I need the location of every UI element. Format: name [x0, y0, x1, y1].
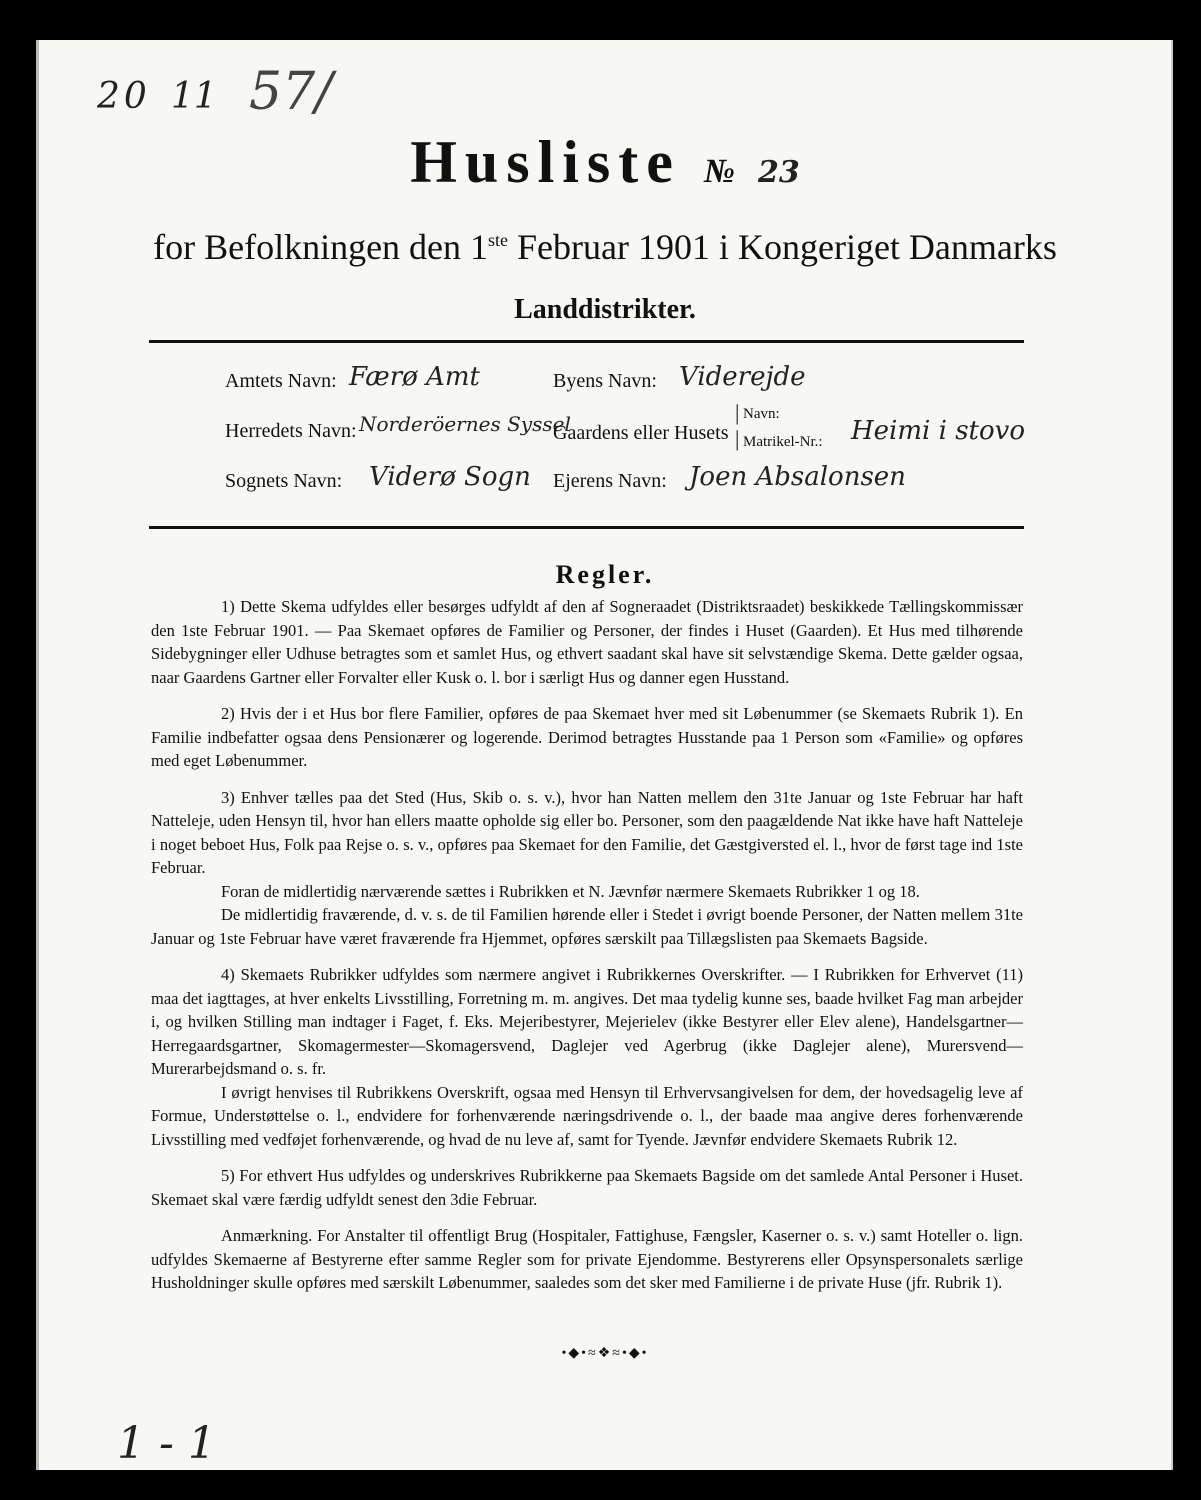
matrikel-label: Matrikel-Nr.: [743, 434, 823, 450]
brace-mark: | [735, 400, 740, 425]
herred-label: Herredets Navn: [225, 420, 357, 442]
ejer-value: Joen Absalonsen [689, 462, 906, 492]
byen-value: Viderejde [679, 362, 806, 392]
margin-number-c: 57/ [249, 62, 333, 122]
rules-body [151, 595, 1023, 1308]
herred-value: Norderöernes Syssel [359, 412, 571, 436]
byen-label: Byens Navn: [553, 370, 657, 392]
margin-number-a: 20 [97, 76, 151, 117]
census-form-page [36, 40, 1173, 1470]
ejer-label: Ejerens Navn: [553, 470, 667, 492]
gaard-value: Heimi i stovo [851, 416, 1025, 446]
district-heading: Landdistrikter. [514, 294, 696, 325]
margin-number-b: 11 [171, 76, 217, 117]
subtitle-pre: for Befolkningen den 1 [153, 227, 489, 267]
bottom-mark: 1 - 1 [117, 1418, 216, 1469]
subtitle-sup: ste [488, 230, 509, 250]
bottom-rule [149, 526, 1024, 529]
navn-label: Navn: [743, 406, 780, 422]
rule-3b: Foran de midlertidig nærværende sættes i Rubrikken et N. Jævnfør nærmere Skemaets Rubrikker 1 og 18. [221, 881, 920, 901]
brace-mark-2: | [735, 426, 740, 451]
rule-2: 2) Hvis der i et Hus bor flere Familier, opføres de paa Skemaet hver med sit Løbenummer (se Skemaets Rubrik 1). En Familie indbefatter ogsaa dens Pensionærer og logerende. Derimod betragtes Husstande paa 1 Person som «Familie» og opføres med eget Løbenummer. [151, 704, 1023, 770]
rule-3: 3) Enhver tælles paa det Sted (Hus, Skib o. s. v.), hvor han Natten mellem den 31te Januar og 1ste Februar har haft Natteleje, uden Hensyn til, hvor han ellers maatte opholde sig eller bo. Personer, som den paagældende Nat ikke have haft Natteleje i noget beboet Hus, Folk paa Rejse o. s. v., opføres paa Skemaet for den Familie, det Gæstgiversted el. l., hvor de først tage ind 1ste Februar. [151, 787, 1023, 877]
form-title [39, 128, 1171, 197]
rule-1: 1) Dette Skema udfyldes eller besørges udfyldt af den af Sogneraadet (Distriktsraadet) beskikkede Tællingskommissær den 1ste Februar 1901. — Paa Skemaet opføres de Familier og Personer, der findes i Huset (Gaarden). Et Hus med tilhørende Sidebygninger eller Udhuse betragtes som et samlet Hus, og ethvert saadant skal have sit selvstændige Skema. Dette gælder ogsaa, naar Gaardens Gartner eller Forvalter eller Kusk o. l. bor i særligt Hus og danner egen Husstand. [151, 597, 1023, 687]
title-text: Husliste [410, 129, 681, 195]
sogn-label: Sognets Navn: [225, 470, 343, 492]
number-value: 23 [758, 155, 800, 190]
ornament: •◆•≈❖≈•◆• [561, 1346, 649, 1361]
amt-value: Færø Amt [349, 362, 480, 392]
rule-3c: De midlertidig fraværende, d. v. s. de til Familien hørende eller i Stedet i øvrigt boende Personer, der Natten mellem 31te Januar og 1ste Februar have været fraværende fra Hjemmet, opføres særskilt paa Tillægslisten paa Skemaets Bagside. [151, 905, 1023, 948]
subtitle-post: Februar 1901 i Kongeriget Danmarks [508, 227, 1057, 267]
amt-label: Amtets Navn: [225, 370, 337, 392]
note: Anmærkning. For Anstalter til offentligt Brug (Hospitaler, Fattighuse, Fængsler, Kaserner o. s. v.) samt Hoteller o. lign. udfyldes Skemaerne af Bestyrerne efter samme Regler som for private Ejendomme. Bestyrerens eller Opsynspersonalets særlige Husholdninger skulle opføres med særskilt Løbenummer, saaledes som det sker med Familierne i de private Huse (jfr. Rubrik 1). [151, 1226, 1023, 1292]
rules-heading: Regler. [555, 560, 655, 589]
number-label: № [703, 153, 736, 190]
rule-5: 5) For ethvert Hus udfyldes og underskrives Rubrikkerne paa Skemaets Bagside om det samlede Antal Personer i Huset. Skemaet skal være færdig udfyldt senest den 3die Februar. [151, 1166, 1023, 1209]
top-rule [149, 340, 1024, 343]
rule-4: 4) Skemaets Rubrikker udfyldes som nærmere angivet i Rubrikkernes Overskrifter. — I Rubrikken for Erhvervet (11) maa det iagttages, at hver enkelts Livsstilling, Forretning m. m. angives. Det maa tydelig kunne ses, baade hvilket Fag man arbejder i, og hvilken Stilling man indtager i Faget, f. Eks. Mejeribestyrer, Mejerielev (ikke Bestyrer eller Elev alene), Handelsgartner—Herregaardsgartner, Skomagermester—Skomagersvend, Daglejer ved Agerbrug (ikke Daglejer alene), Murersvend—Murerarbejdsmand o. s. fr. [151, 965, 1023, 1078]
sogn-value: Viderø Sogn [369, 462, 531, 492]
rule-4b: I øvrigt henvises til Rubrikkens Overskrift, ogsaa med Hensyn til Erhvervsangivelsen for dem, der hovedsagelig leve af Formue, Understøttelse o. l., endvidere for forhenværende næringsdrivende o. l., der baade maa angive deres forhenværende Livsstilling med vedføjet forhenværende, og hvad de nu leve af, samt for Tyende. Jævnfør endvidere Skemaets Rubrik 12. [151, 1082, 1023, 1149]
form-subtitle [39, 226, 1171, 268]
gaard-label: Gaardens eller Husets [553, 422, 729, 444]
